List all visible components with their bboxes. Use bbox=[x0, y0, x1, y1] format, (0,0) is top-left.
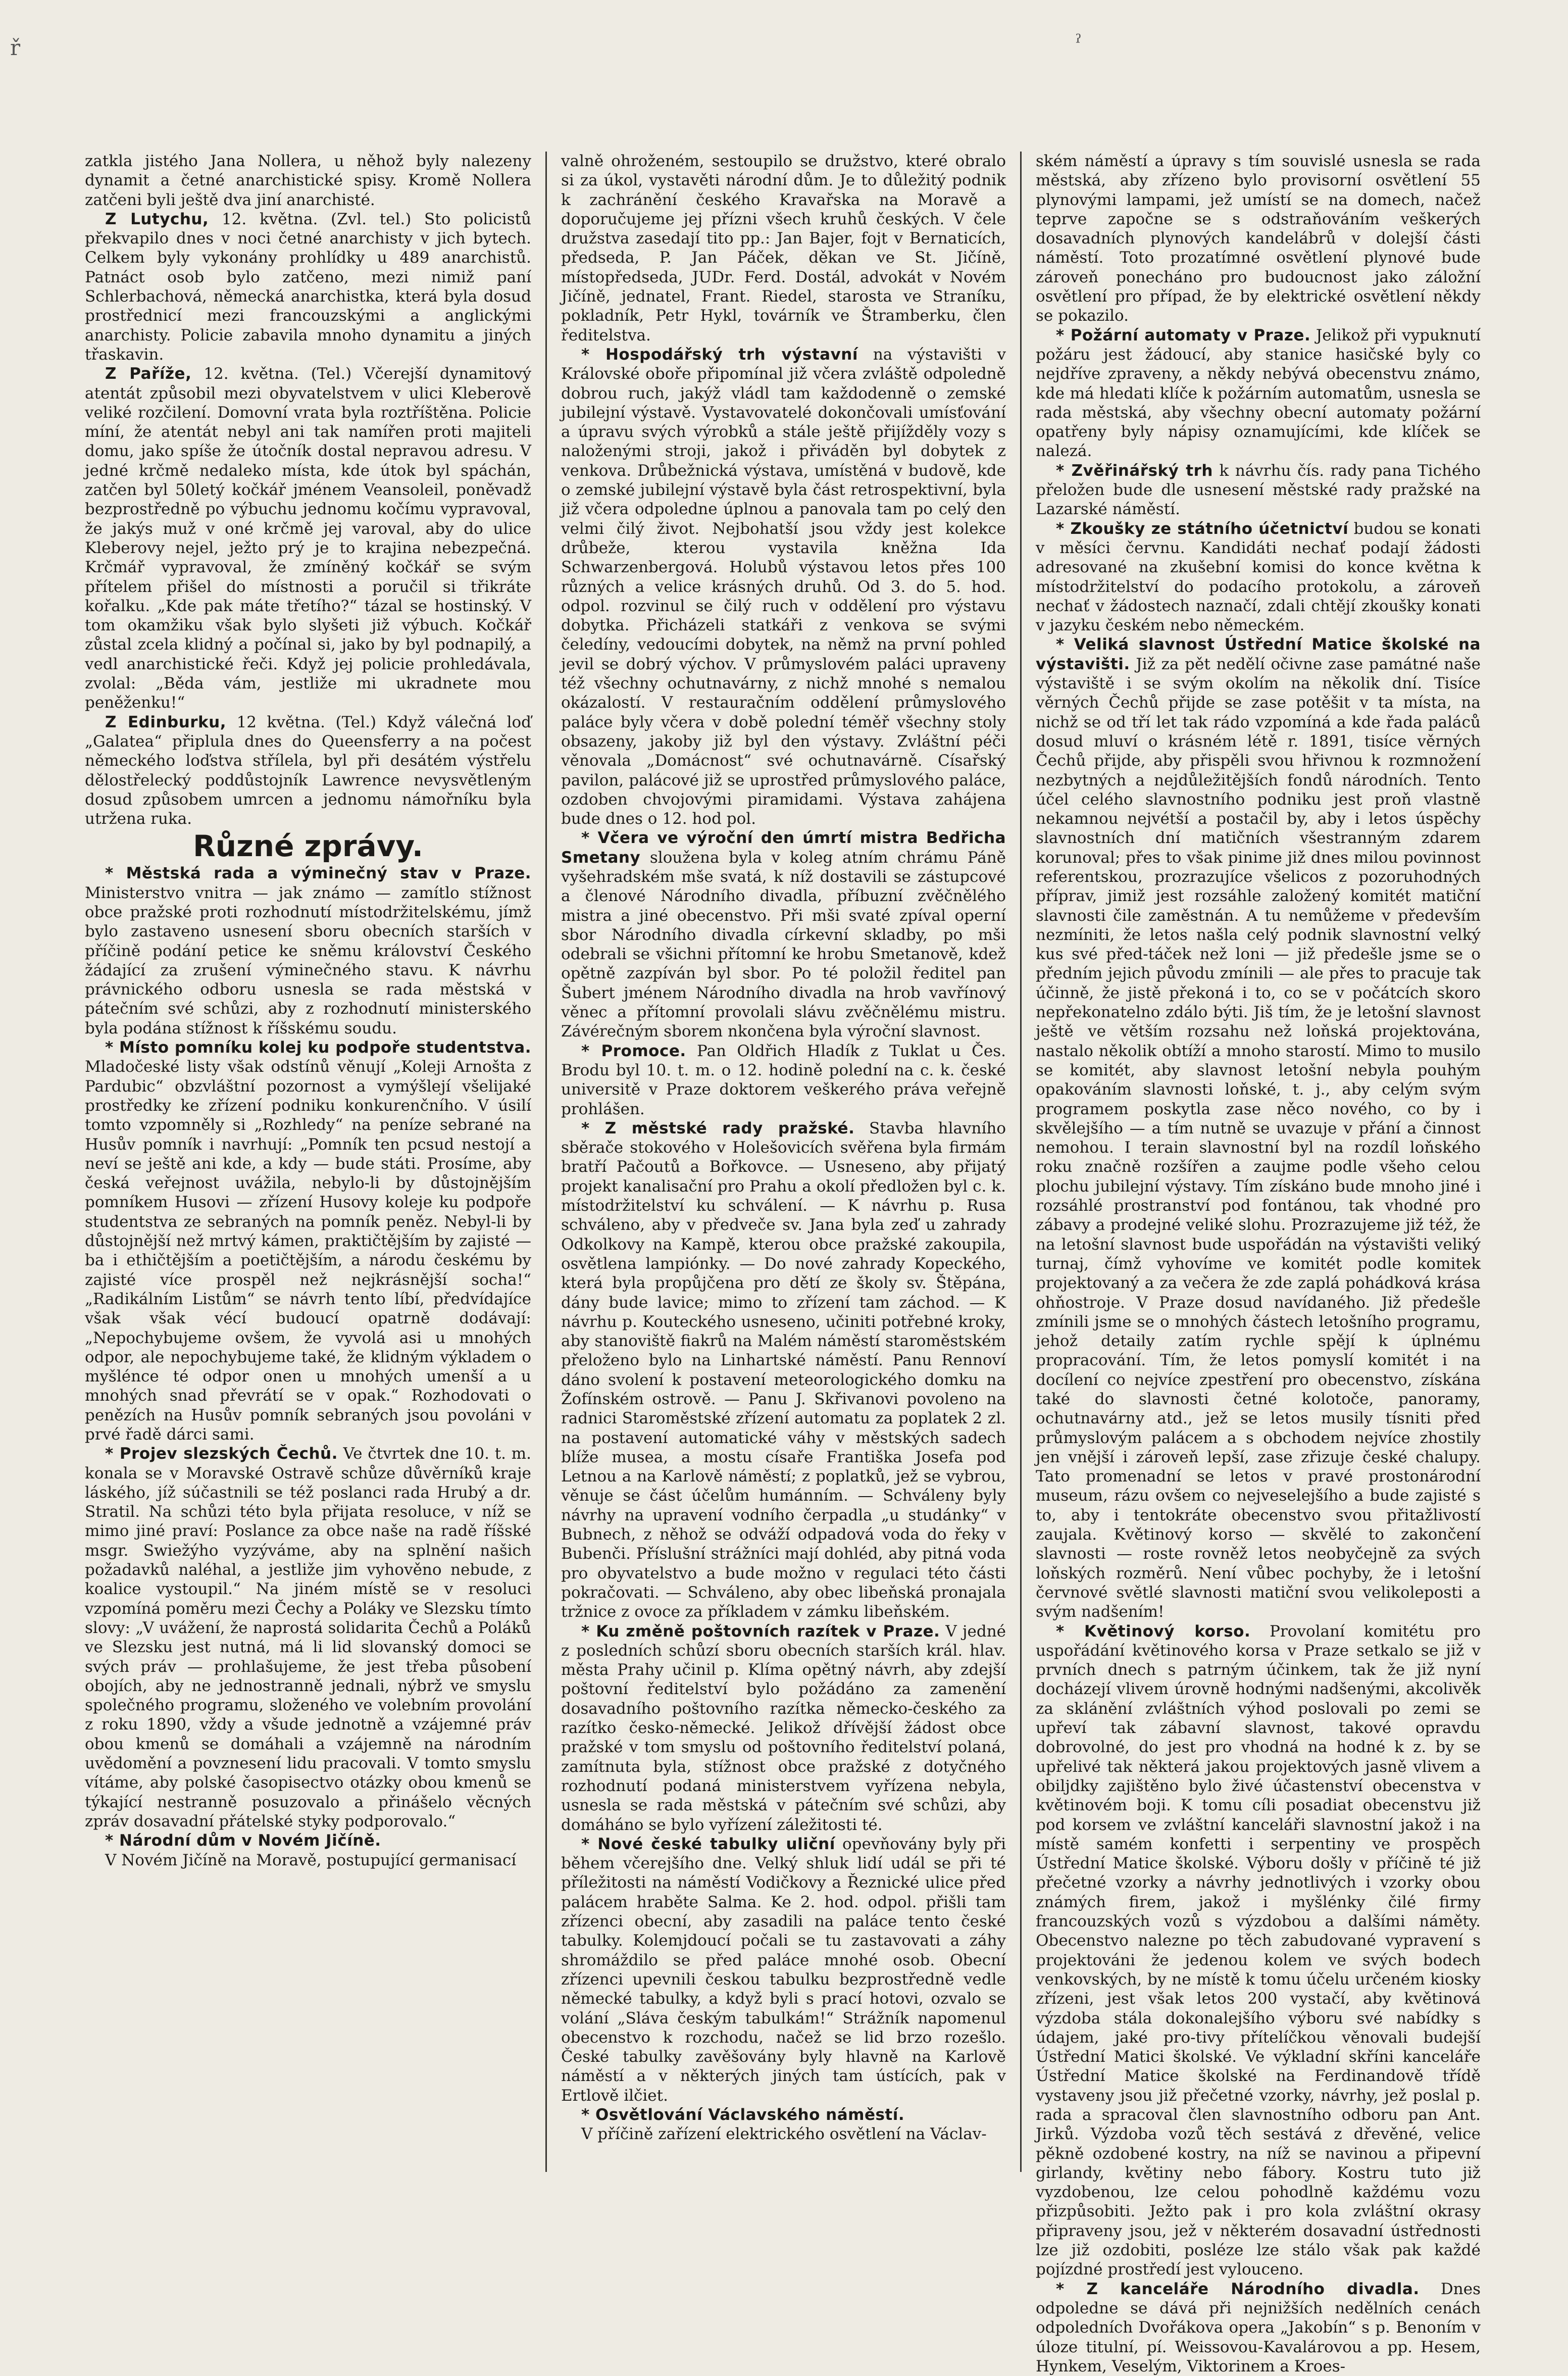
article-paragraph: V příčině zařízení elektrického osvětlení na Václav- bbox=[581, 2125, 987, 2144]
article-text: 12 května. (Tel.) Když válečná loď „Galatea“ připlula dnes do Queensferry a na počest německého loďstva střílela, byl při desátém výstřelu dělostřelecký poddůstojník Lawrence nevysvětleným dosud způsobem umrcen a jednomu námořníku byla utržena ruka. bbox=[85, 713, 532, 828]
article-heading: * Městská rada a výminečný stav v Praze. bbox=[105, 864, 531, 883]
article-paragraph bbox=[561, 2105, 1006, 2124]
article-text: budou se konati v měsíci červnu. Kandidáti nechať podají žádosti adresované na zkušební komisi do konce května k místodržitelství do podacího protokolu, a zároveň nechať v žádostech naznačí, zdali chtějí zkoušky konati v jazyku českém nebo německém. bbox=[1036, 519, 1481, 635]
article-text: sloužena byla v koleg atním chrámu Páně vyšehradském mše svatá, k níž dostavili se zástupcové a členové Národního divadla, příbuzní zvěčnělého mistra a jiné obecenstvo. Při mši svaté zpíval operní sbor Národního divadla církevní skladby, po mši odebrali se všichni přítomní ke hrobu Smetanově, kdež opětně zazpíván byl sbor. Po té položil ředitel pan Šubert jménem Národního divadla na hrob vavřínový věnec a přítomní provolali slávu zvěčnělému mistru. Závérečným sborem nkončena byla výroční slavnost. bbox=[561, 848, 1006, 1041]
article-paragraph bbox=[561, 1622, 1006, 1835]
article-text: Ve čtvrtek dne 10. t. m. konala se v Moravské Ostravě schůze důvěrníků kraje láského, jíž súčastnili se též poslanci rada Hrubý a dr. Stratil. Na schůzi této byla přijata resoluce, v níž se mimo jiné praví: Poslance za obce naše na radě říšské msgr. Swiežýho vyzýváme, aby na splnění našich požadavků naléhal, a jestliže jim vyhověno nebude, z koalice vystoupil.“ Na jiném místě se v resoluci vzpomíná poměru mezi Čechy a Poláky ve Slezsku tímto slovy: „V uvážení, že naprostá solidarita Čechů a Poláků ve Slezsku jest nutná, má li lid slovanský domoci se svých práv — prohlašujeme, že jest třeba působení obojích, aby ne jednostranně jednali, nýbrž ve smyslu společného programu, složeného ve volebním provolání z roku 1890, vždy a všude jednotně a vzájemné práv obou kmenů se domáhali a vzájemně na národním uvědomění a povznesení lidu pracovali. V tomto smyslu vítáme, aby polské časopisectvo otázky obou kmenů se týkající nestranně posuzovalo a přinášelo věcných zpráv dosavadní přátelské styky podporovalo.“ bbox=[85, 1445, 531, 1830]
article-heading: * Nové české tabulky uliční bbox=[581, 1835, 835, 1853]
article-paragraph bbox=[561, 828, 1006, 1041]
article-text: 12. května. (Zvl. tel.) Sto policistů překvapilo dnes v noci četné anarchisty v jich bytech. Celkem byly vykonány prohlídky u 489 anarchistů. Patnáct osob bylo zatčeno, mezi nimiž paní Schlerbachová, německá anarchistka, která byla dosud prostřednicí mezi francouzskými a anglickými anarchisty. Policie zabavila mnoho dynamitu a jiných třaskavin. bbox=[85, 210, 531, 364]
article-heading: * Z kanceláře Národního divadla. bbox=[1056, 2280, 1420, 2298]
article-heading: * Požární automaty v Praze. bbox=[1056, 326, 1311, 344]
article-paragraph bbox=[561, 1042, 1006, 1119]
column-3 bbox=[1020, 152, 1495, 2375]
article-heading: * Národní dům v Novém Jičíně. bbox=[105, 1831, 381, 1850]
article-text: Stavba hlavního sběrače stokového v Holešovicích svěřena byla firmám bratří Pačoutů a Bořkovce. — Usneseno, aby přijatý projekt kanalisační pro Prahu a okolí předložen byl c. k. místodržitelství ku schválení. — K návrhu p. Rusa schváleno, aby v předveče sv. Jana byla zeď u zahrady Odkolkovy na Kampě, kterou obce pražské zakoupila, osvětlena lampiónky. — Do nové zahrady Kopeckého, která byla propůjčena pro dětí ze školy sv. Štěpána, dány bude lavice; mimo to zřízení tam záchod. — K návrhu p. Kouteckého usneseno, učiniti potřebné kroky, aby stanoviště fiakrů na Malém náměstí staroměstském přeloženo bylo na Linhartské náměstí. Panu Rennoví dáno svolení k postavení meteorologického domku na Žofínském ostrově. — Panu J. Skřivanovi povoleno na radnici Staroměstské zřízení automatu za poplatek 2 zl. na postavení automatické váhy v městských sadech blíže musea, a mostu císaře Františka Josefa pod Letnou a na Karlově náměstí; z poplatků, jež se vybrou, věnuje se část účelům humánním. — Schváleny byly návrhy na upravení vodního čerpadla „u studánky“ v Bubnech, z něhož se odváží odpadová voda do řeky v Bubenči. Příslušní strážníci mají dohléd, aby pitná voda pro obyvatelstvo a bude možno v regulaci této části pokračovati. — Schváleno, aby obec libeňská pronajala tržnice z ovoce za příkladem v zámku libeňském. bbox=[561, 1119, 1006, 1621]
article-text: 12. května. (Tel.) Včerejší dynamitový atentát způsobil mezi obyvatelstvem v ulici Kleberově veliké rozčilení. Domovní vrata byla roztříštěna. Policie míní, že atentát nebyl ani tak namířen proti majiteli domu, jako spíše že útočník dostal nepravou adresu. V jedné krčmě nedaleko místa, kde útok byl spáchán, zatčen byl 50letý kočkář jménem Veansoleil, poněvadž bezprostředně po výbuchu jednomu kočímu vypravoval, že jakýs muž v oné krčmě jej varoval, aby do ulice Kleberovy nejel, ježto prý je to krajina nebezpečná. Krčmář vypravoval, že zmíněný kočkář se svým přítelem přišel do místnosti a poručil si třikráte kořalku. „Kde pak máte třetího?“ tázal se hostinský. V tom okamžiku však bylo slyšeti již výbuch. Kočkář zůstal zcela klidný a počínal si, jako by byl podnapilý, a vedl anarchistické řeči. Když jej policie prohledávala, zvolal: „Běda vám, jestliže mi ukradnete mou peněženku!“ bbox=[85, 365, 531, 712]
article-text: opevňovány byly při během včerejšího dne. Velký shluk lidí udál se při té příležitosti na náměstí Vodičkovy a Řeznické ulice před palácem hraběte Salma. Ke 2. hod. odpol. přišli tam zřízenci obecní, aby zasadili na paláce tento české tabulky. Kolemjdoucí počali se tu zastavovati a záhy shromáždilo se před paláce mnohé osob. Obecní zřízenci upevnili českou tabulku bezprostředně vedle německé tabulky, a když byli s prací hotovi, ozvalo se volání „Sláva českým tabulkám!“ Strážník napomenul obecenstvo k rozchodu, načež se lid brzo rozešlo. České tabulky zavěšovány byly hlavně na Karlově náměstí a v některých jiných tam ústících, pak v Ertlově ilčiet. bbox=[561, 1835, 1006, 2105]
article-paragraph: valně ohroženém, sestoupilo se družstvo, které obralo si za úkol, vystavěti národní dům. Je to důležitý podnik k zachránění českého Kravařska na Moravě a doporučujeme jej přízni všech kruhů českých. V čele družstva zasedají tito pp.: Jan Bajer, fojt v Bernaticích, předseda, P. Jan Páček, děkan ve St. Jičíně, místopředseda, JUDr. Ferd. Dostál, advokát v Novém Jičíně, jednatel, Frant. Riedel, starosta ve Straníku, pokladník, Petr Hykl, továrník ve Štramberku, člen ředitelstva. bbox=[561, 152, 1006, 344]
article-text: Dnes odpoledne se dává při nejnižších nedělních cenách odpoledních Dvořákova opera „Jakobín“ s p. Benoním v úloze titulní, pí. Weissovou-Kavalárovou a pp. Hesem, Hynkem, Veselým, Viktorinem a Kroes- bbox=[1036, 2280, 1481, 2375]
article-paragraph bbox=[85, 1444, 531, 1831]
article-heading: * Zkoušky ze státního účetnictví bbox=[1056, 519, 1349, 538]
article-paragraph bbox=[1036, 326, 1481, 461]
article-heading: * Květinový korso. bbox=[1056, 1622, 1251, 1641]
article-heading: * Osvětlování Václavského náměstí. bbox=[581, 2105, 905, 2124]
article-paragraph bbox=[85, 713, 531, 829]
article-paragraph bbox=[1036, 519, 1481, 635]
article-paragraph bbox=[1036, 2280, 1481, 2376]
dateline: Z Edinburku, bbox=[105, 713, 227, 731]
dateline: Z Paříže, bbox=[105, 365, 192, 383]
article-text: Ministerstvo vnitra — jak známo — zamítlo stížnost obce pražské proti rozhodnutí místodržitelskému, jímž bylo zastaveno usnesení sboru obecních starších v příčině podání petice ke sněmu království Českého žádající za zrušení výminečného stavu. K návrhu právnického odboru usnesla se rada městská v pátečním své schůzi, aby z rozhodnutí ministerského byla podána stížnost k říšskému soudu. bbox=[85, 883, 531, 1037]
article-paragraph bbox=[85, 364, 531, 712]
article-text: Jelikož při vypuknutí požáru jest žádoucí, aby stanice hasičské byly co nejdříve zpraveny, a někdy nebývá obecenstvu známo, kde má hledati klíče k požárním automatům, usnesla se rada městská, aby všechny obecní automaty požární opatřeny byly nápisy oznamujícími, kde klíček se nalezá. bbox=[1036, 326, 1481, 461]
article-paragraph: V Novém Jičíně na Moravě, postupující germanisací bbox=[105, 1851, 517, 1869]
article-heading: * Projev slezských Čechů. bbox=[105, 1445, 338, 1463]
article-heading: * Veliká slavnost Ústřední Matice školské na výstavišti. bbox=[1036, 635, 1481, 673]
column-1 bbox=[71, 152, 545, 2172]
article-paragraph bbox=[561, 1835, 1006, 2105]
article-paragraph bbox=[85, 210, 531, 364]
article-heading: * Ku změně poštovních razítek v Praze. bbox=[581, 1622, 940, 1641]
article-paragraph bbox=[1036, 635, 1481, 1621]
article-paragraph bbox=[85, 1038, 531, 1444]
article-paragraph bbox=[1036, 1622, 1481, 2280]
newspaper-columns bbox=[71, 152, 1515, 2375]
article-text: Již za pět nedělí očivne zase památné naše výstaviště i se svým okolím na několik dní. Tisíce věrných Čechů přijde se zase potěšit v ta místa, na nichž se od tří let tak rádo vzpomíná a kde řada paláců dosud mluví o krásném létě r. 1891, tisíce věrných Čechů přijde, aby přispěli svou hřivnou k rozmnožení nezbytných a nejdůležitějších fondů národních. Tento účel celého slavnostního podniku jest proň vlastně nekamnou nejvétší a postačil by, aby i letos úspěchy slavnostních dní matičních všestranným zdarem korunoval; přes to však pinime již dnes milou povinnost referentskou, prozrazujíce všelicos z pozoruhodných příprav, jimiž jest rozsáhle založený komitét matiční slavnosti čile zaměstnán. A tu nemůžeme v především nezmíniti, že letos našla celý podnik slavnostní velký kus své před-táček než loni — již předešle jsme se o předním jejich původu zmínili — ale přes to pracuje tak účinně, že jistě překoná i to, co se v počátcích skoro nepřekonatelno zdálo býti. Jiš tím, že je letošní slavnost ještě ve větším rozsahu než loňská projektována, nastalo několik obtíží a mnoho starostí. Mimo to musilo se komitét, aby slavnost letošní nebyla pouhým opakováním slavnosti loňské, t. j., aby celým svým programem poskytla zase něco nového, co by i skvělejšího — a tím nutně se uvazuje v přání a činnost nemohou. I terain slavnostní byl na rozdíl loňského roku značně rozšířen a zaujme podle všeho celou plochu jubilejní výstavy. Tím získáno bude mnoho jiné i rozsáhlé prostranství pod fontánou, tak vhodné pro zábavy a prodejné veliké slohu. Prozrazujeme již též, že na letošní slavnost bude uspořádán na výstavišti veliký turnaj, čímž vyhovíme ve komitét podle komitek projektovaný a za večera že zde zaplá pohádková krása ohňostroje. V Praze dosud navídaného. Již předešle zmínili jsme se o mnohých částech letošního programu, jehož detaily zatím rychle spějí k úplnému propracování. Tím, že letos pomyslí komitét i na docílení co nejvíce zpestření pro obecenstvo, získána také do slavnosti četné kolotoče, panoramy, ochutnavárny atd., jež se letos musily tísniti před průmyslovým palácem a s obchodem nejvíce zhostily jen vnější i zároveň lepší, zase zřizuje české chalupy. Tato promenadní se letos v pravé prostonárodní museum, rázu ovšem co nejveselejšího a bude zajisté s to, aby i tentokráte obecenstvo svou přitažlivostí zaujala. Květinový korso — skvělé to zakončení slavnosti — roste rovněž letos neobyčejně za svých loňských rozměrů. Není vůbec pochyby, že i letošní červnové světlé slavnosti matiční svou velikoleposti a svým nadšením! bbox=[1036, 655, 1481, 1621]
article-text: Pan Oldřich Hladík z Tuklat u Čes. Brodu byl 10. t. m. o 12. hodině polední na c. k. české universitě v Praze doktorem veškerého práva veřejně prohlášen. bbox=[561, 1042, 1006, 1118]
article-text: na výstavišti v Královské oboře připomínal již včera zvláště odpoledně dobrou ruch, jakýž vládl tam každodenně o zemské jubilejní výstavě. Vystavovatelé dokončovali umísťování a úpravu svých výrobků a stále ještě přijížděly vozy s naloženými stroji, jakož i přiváděn byl dobytek z venkova. Drůbežnická výstava, umístěná v budově, kde o zemské jubilejní výstavě byla část retrospektivní, byla již včera odpoledne úplnou a panovala tam po celý den velmi čilý život. Nejbohatší jsou vždy jest kolekce drůbeže, kterou vystavila kněžna Ida Schwarzenbergová. Holubů výstavou letos přes 100 různých a velice krásných druhů. Od 3. do 5. hod. odpol. rozvinul se čilý ruch v oddělení pro výstavu dobytka. Přicházeli statkáři z venkova se svými čeledíny, vedoucími dobytek, na němž na první pohled jevil se dobrý výchov. V průmyslovém paláci upraveny též všechny ochutnavárny, z nichž mnohé s nemalou okázalostí. V restauračním oddělení průmyslového paláce byly včera v době polední téměř všechny stoly obsazeny, jakoby již byl den výstavy. Zvláštní péči věnovala „Domácnost“ své ochutnavárně. Císařský pavilon, palácové již se uprostřed průmyslového paláce, ozdoben chvojovými piramidami. Výstava zahájena bude dnes o 12. hod pol. bbox=[561, 345, 1006, 828]
article-heading: * Z městské rady pražské. bbox=[581, 1119, 855, 1137]
column-2 bbox=[545, 152, 1020, 2172]
article-paragraph: ském náměstí a úpravy s tím souvislé usnesla se rada městská, aby zřízeno bylo provisorní osvětlení 55 plynovými lampami, jež umístí se na domech, načež teprve započne se s odstraňováním veškerých dosavadních plynových kandelábrů v dolejší části náměstí. Toto prozatímné osvětlení plynové bude zároveň ponecháno pro budoucnost jako záložní osvětlení pro případ, že by elektrické osvětlení někdy se pokazilo. bbox=[1036, 152, 1481, 325]
article-text: Provolaní komitétu pro uspořádání květinového korsa v Praze setkalo se již v prvních dnech s patrným účinkem, tak že již nyní docházejí vlivem úrovně hodnými nadšenými, akcolivěk za sklánění zvláštních výhod poslovali po zemi se upřeví tak zábavní slavnost, takové opravdu dobrovolné, do jest pro vhodná na hodné k z. by se upřelivé tak některá jakou projektových jasně vlivem a obiljdky zajištěno bylo živé účastenství obecenstva v květinovém boji. K tomu cíli posadiat obecenstvu již pod korsem ve zvláštní kanceláři slavnostní jakož i na místě samém konfetti i serpentiny ve prospěch Ústřední Matice školské. Výboru došly v příčině té již přečetné vzorky a návrhy jednotlivých i vzorky obou známých firem, jakož i myšlénky čilé firmy francouzských vozů s výzdobou a dalšími náměty. Obecenstvo nalezne po těch zabudované vypravení s projektováni že jedenou kolem ve svých bodech venkovských, by ne místě k tomu účelu určeném kiosky zřízeni, jest však letos 200 vystačí, aby květinová výzdoba stála dokonalejšího výboru své nabídky s údajem, jaké pro-tivy přítelíčkou věnovali budejší Ústřední Matici školské. Ve výkladní skříni kanceláře Ústřední Matice školské na Ferdinandově třídě vystaveny jsou již přečetné vzorky, návrhy, jež poslal p. rada a spracoval člen slavnostního odboru pan Ant. Jirků. Výzdoba vozů těch sestává z dřevěné, velice pěkně ozdobené kostry, na níž se navinou a připevní girlandy, květiny nebo fábory. Kostru tuto již vyzdobenou, lze celou pohodlně každému vozu přizpůsobiti. Ježto pak i pro kola zvláštní okrasy připraveny jsou, jež v některém dosavadní ústřednosti lze již ozdobiti, posléze lze stálo však pak každé pojízdné prostředí jest vylouceno. bbox=[1036, 1622, 1481, 2279]
article-text: V jedné z posledních schůzí sboru obecních starších král. hlav. města Prahy učinil p. Klíma opětný návrh, aby zdejší poštovní ředitelství bylo požádáno za zamenění dosavadního poštovního razítka německo-českého za razítko česko-německé. Jelikož dřívější žádost obce pražské v tom smyslu od poštovního ředitelství polaná, zamítnuta byla, stížnost obce pražské z dotyčného rozhodnutí podaná ministerstvem vyřízena nebyla, usnesla se rada městská v pátečním své schůzi, aby domáháno se bylo vyřízení záležitosti té. bbox=[561, 1622, 1006, 1834]
corner-mark-left: ř bbox=[10, 35, 21, 60]
article-paragraph bbox=[85, 1831, 531, 1850]
article-heading: * Místo pomníku kolej ku podpoře studentstva. bbox=[105, 1038, 531, 1057]
dateline: Z Lutychu, bbox=[105, 210, 209, 228]
article-heading: * Včera ve výroční den úmrtí mistra Bedřicha Smetany bbox=[561, 829, 1006, 867]
corner-mark-right: ˀ bbox=[1076, 30, 1082, 55]
article-paragraph: zatkla jistého Jana Nollera, u něhož byly nalezeny dynamit a četné anarchistické spisy. Kromě Nollera zatčeni byli ještě dva jiní anarchisté. bbox=[85, 152, 531, 209]
article-text: k návrhu čís. rady pana Tichého přeložen bude dle usnesení městské rady pražské na Lazarské náměstí. bbox=[1036, 461, 1481, 519]
article-text: Mladočeské listy však odstínů věnují „Koleji Arnošta z Pardubic“ obzvláštní pozornost a vymýšlejí všelijaké prostředky ke zřízení podniku konkurenčního. V úsilí tomto vzpomněly si „Rozhledy“ na peníze sebrané na Husův pomník i navrhují: „Pomník ten pcsud nestojí a neví se ještě ani kde, a kdy — bude státi. Prosíme, aby česká veřejnost uvážila, nebylo-li by důstojnějším pomníkem Husovi — zřízení Husovy koleje ku podpoře studentstva ze sebraných na pomník peněz. Nebyl-li by důstojnější než mrtvý kámen, praktičtějším by zajisté — ba i ethičtějším a poetičtějším, a národu českému by zajisté více prospěl než nejkrásnější socha!“ „Radikálním Listům“ se návrh tento líbí, předvídajíce však však vécí budoucí opatrně dodávají: „Nepochybujeme ovšem, že vyvolá asi u mnohých odpor, ale nepochybujeme také, že klidným výkladem o myšlénce té odpor onen u mnohých umenší a u mnohých snad převrátí se v opak.“ Rozhodovati o penězích na Husův pomník sebraných jsou povoláni v prvé řadě dárci sami. bbox=[85, 1058, 531, 1444]
article-heading: * Hospodářský trh výstavní bbox=[581, 345, 858, 364]
article-paragraph bbox=[561, 345, 1006, 828]
page-marks bbox=[0, 20, 1568, 61]
article-heading: * Zvěřinářský trh bbox=[1056, 461, 1213, 480]
section-heading: Různé zprávy. bbox=[193, 829, 423, 864]
article-paragraph bbox=[85, 864, 531, 1038]
article-paragraph bbox=[1036, 461, 1481, 519]
article-heading: * Promoce. bbox=[581, 1042, 686, 1060]
article-paragraph bbox=[561, 1119, 1006, 1622]
